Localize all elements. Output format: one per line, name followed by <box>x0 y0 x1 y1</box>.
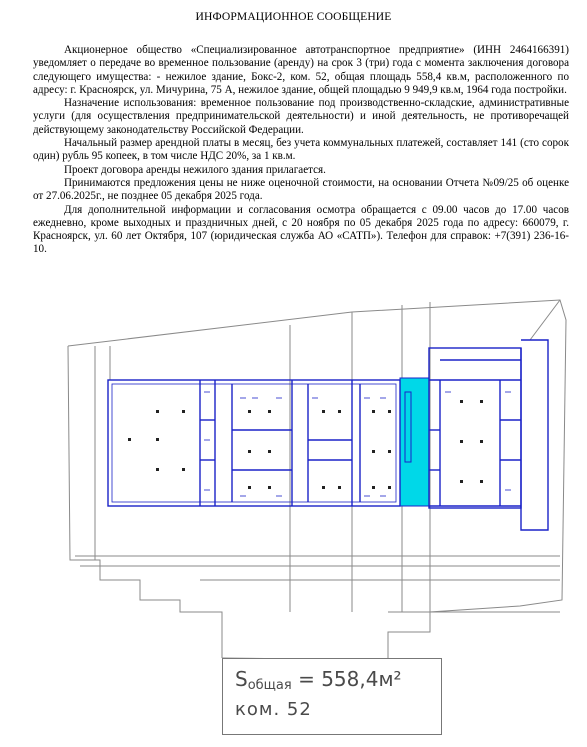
building-walls <box>108 340 548 530</box>
paragraph-purpose: Назначение использования: временное пользование под производственно-складские, административные услуги (для осуществления предпринимательской деятельности) и иной деятельность, не противоречащей действующему законодательству Российской Федерации. <box>33 97 569 136</box>
total-area-label: $S_{общая} = 558,4м^2$ <box>235 667 402 693</box>
site-outline <box>68 300 566 660</box>
paragraph-contacts: Для дополнительной информации и согласования осмотра обращается с 09.00 часов до 17.00 часов ежедневно, кроме выходных и праздничных дней, с 20 ноября по 05 декабря 2025 года по адресу: 660079, г. Красноярск, ул. 60 лет Октября, 107 (юридическая служба АО «САТП»). Телефон для справок: +7(391) 236-16-10. <box>33 203 569 256</box>
partition-ticks <box>204 392 511 496</box>
paragraph-rent: Начальный размер арендной платы в месяц, без учета коммунальных платежей, составляет 141 (сто сорок один) рубль 95 копеек, в том числе НДС 20%, за 1 кв.м. <box>33 137 569 163</box>
area-label-box <box>222 658 442 735</box>
room-52-highlight <box>400 378 429 506</box>
paragraph-lessor: Акционерное общество «Специализированное автотранспортное предприятие» (ИНН 2464166391) уведомляет о передаче во временное пользование (аренду) на срок 3 (три) года с момента заключения договора следующего имущества: - нежилое здание, Бокс-2, ком. 52, общая площадь 558,4 кв.м, расположенного по адресу: г. Красноярск, ул. Мичурина, 75 А, нежилое здание, общей площадью 9 949,9 кв.м, 1964 года постройки. <box>33 44 569 96</box>
paragraph-offers: Принимаются предложения цены не ниже оценочной стоимости, на основании Отчета №09/25 об оценке от 27.06.2025г., не позднее 05 декабря 2025 года. <box>33 176 569 203</box>
paragraph-contract: Проект договора аренды нежилого здания прилагается. <box>64 163 326 176</box>
notice-title: ИНФОРМАЦИОННОЕ СООБЩЕНИЕ <box>195 10 392 23</box>
room-number-label: ком. 52 <box>235 699 312 720</box>
